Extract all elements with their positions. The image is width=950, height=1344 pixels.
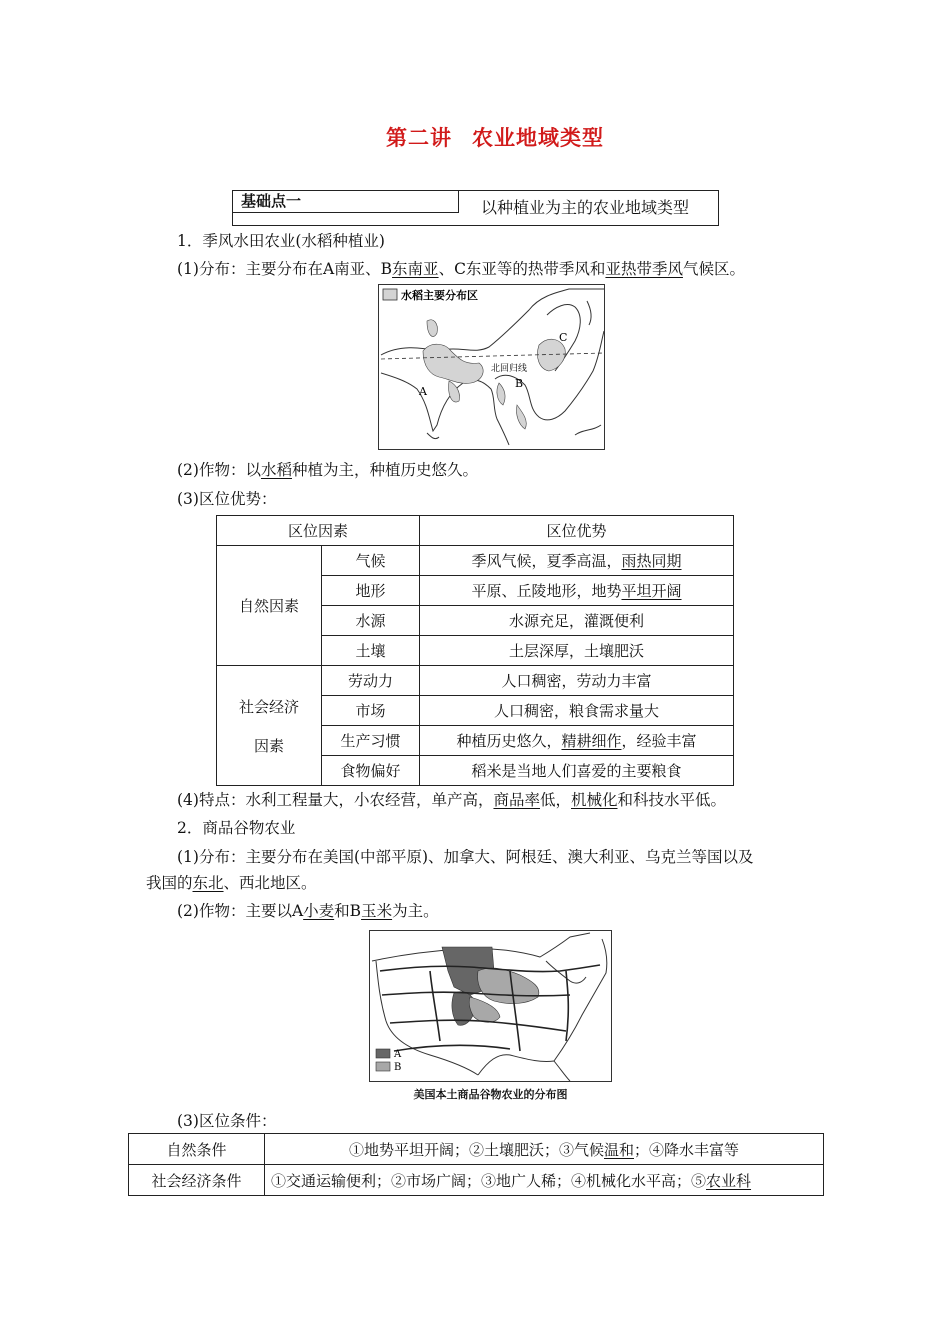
text: 气候区。 — [682, 260, 745, 278]
text: 因素 — [253, 736, 284, 755]
rice-features — [177, 788, 726, 810]
rice-heading: 1．季风水田农业(水稻种植业) — [177, 232, 385, 250]
answer-underline: 机械化 — [571, 791, 618, 809]
advantage-cell: 稻米是当地人们喜爱的主要粮食 — [420, 756, 734, 786]
answer-underline: 玉米 — [361, 902, 393, 920]
text: (2)作物：以 — [177, 461, 261, 479]
text: (2)作物：主要以A — [177, 902, 304, 920]
factor-cell: 气候 — [322, 546, 420, 576]
text: 和B — [334, 902, 362, 920]
natural-factor-cell: 自然因素 — [217, 546, 322, 666]
text: 平原、丘陵地形，地势 — [471, 582, 622, 600]
advantage-cell: 人口稠密，粮食需求量大 — [420, 696, 734, 726]
factor-cell: 地形 — [322, 576, 420, 606]
text: 季风气候，夏季高温， — [471, 552, 622, 570]
text: (4)特点：水利工程量大，小农经营，单产高， — [177, 791, 494, 809]
rice-distribution-map — [378, 284, 605, 450]
rice-crop — [177, 458, 478, 480]
grain-conditions-table — [128, 1133, 824, 1196]
rice-distribution — [177, 257, 745, 279]
us-map-caption: 美国本土商品谷物农业的分布图 — [413, 1088, 568, 1101]
grain-distribution-line1: (1)分布：主要分布在美国(中部平原)、加拿大、阿根廷、澳大利亚、乌克兰等国以及 — [177, 848, 754, 866]
factor-cell: 市场 — [322, 696, 420, 726]
factor-cell: 劳动力 — [322, 666, 420, 696]
table-header-advantage: 区位优势 — [420, 516, 734, 546]
social-factor-cell — [217, 666, 322, 786]
answer-underline: 水稻 — [260, 461, 292, 479]
advantage-cell: 水源充足，灌溉便利 — [420, 606, 734, 636]
table-row — [129, 1165, 824, 1196]
text: 为主。 — [392, 902, 439, 920]
text: 种植历史悠久， — [456, 732, 562, 750]
table-row — [217, 666, 734, 696]
text: ，经验丰富 — [621, 732, 697, 750]
answer-underline: 商品率 — [493, 791, 540, 809]
answer-underline: 东南亚 — [392, 260, 439, 278]
text: (1)分布：主要分布在A南亚、B — [177, 260, 393, 278]
page-title — [0, 122, 950, 152]
text: 种植为主，种植历史悠久。 — [291, 461, 478, 479]
answer-underline: 农业科 — [706, 1171, 752, 1190]
answer-underline: 雨热同期 — [621, 552, 682, 570]
rice-location-table — [216, 515, 734, 786]
answer-underline: 亚热带季风 — [605, 260, 683, 278]
grain-conditions-heading: (3)区位条件： — [177, 1112, 277, 1130]
text: 、C东亚等的热带季风和 — [438, 260, 606, 278]
answer-underline: 小麦 — [303, 902, 335, 920]
text: 和科技水平低。 — [617, 791, 727, 809]
answer-underline: 温和 — [603, 1140, 634, 1159]
advantage-cell: 土层深厚，土壤肥沃 — [420, 636, 734, 666]
factor-cell: 水源 — [322, 606, 420, 636]
advantage-cell — [420, 546, 734, 576]
table-header-row — [217, 516, 734, 546]
section-label: 基础点一 — [233, 191, 459, 213]
advantage-cell: 人口稠密，劳动力丰富 — [420, 666, 734, 696]
condition-content — [265, 1165, 824, 1196]
title-part-1: 第二讲 — [386, 126, 452, 150]
answer-underline: 平坦开阔 — [621, 582, 682, 600]
condition-label: 社会经济条件 — [129, 1165, 265, 1196]
title-part-2: 农业地域类型 — [472, 126, 604, 150]
table-row — [217, 546, 734, 576]
map-legend: 水稻主要分布区 — [401, 289, 478, 302]
rice-location-heading: (3)区位优势： — [177, 490, 277, 508]
legend-a: A — [394, 1049, 402, 1060]
text: 社会经济 — [238, 697, 299, 716]
us-map-figure — [370, 931, 611, 1081]
factor-cell: 生产习惯 — [322, 726, 420, 756]
text: 我国的 — [146, 874, 193, 892]
map-label-a: A — [419, 385, 427, 398]
condition-label: 自然条件 — [129, 1134, 265, 1165]
grain-heading: 2．商品谷物农业 — [177, 819, 296, 837]
advantage-cell — [420, 576, 734, 606]
section-header — [232, 190, 719, 226]
text: 、西北地区。 — [223, 874, 317, 892]
asia-map-figure — [379, 285, 604, 449]
tropic-label: 北回归线 — [491, 364, 528, 374]
us-grain-map — [369, 930, 612, 1082]
grain-distribution-line2 — [146, 871, 317, 893]
text: 低， — [539, 791, 571, 809]
table-row — [129, 1134, 824, 1165]
condition-content — [265, 1134, 824, 1165]
section-title: 以种植业为主的农业地域类型 — [481, 198, 690, 217]
factor-cell: 食物偏好 — [322, 756, 420, 786]
text: ①交通运输便利；②市场广阔；③地广人稀；④机械化水平高；⑤ — [271, 1171, 707, 1190]
text: ；④降水丰富等 — [634, 1140, 740, 1159]
grain-crop — [177, 899, 439, 921]
answer-underline: 东北 — [192, 874, 224, 892]
map-label-b: B — [515, 377, 524, 390]
text: ①地势平坦开阔；②土壤肥沃；③气候 — [348, 1140, 604, 1159]
legend-b: B — [394, 1062, 402, 1073]
factor-cell: 土壤 — [322, 636, 420, 666]
map-label-c: C — [559, 331, 568, 344]
answer-underline: 精耕细作 — [561, 732, 622, 750]
advantage-cell — [420, 726, 734, 756]
table-header-factor: 区位因素 — [217, 516, 420, 546]
